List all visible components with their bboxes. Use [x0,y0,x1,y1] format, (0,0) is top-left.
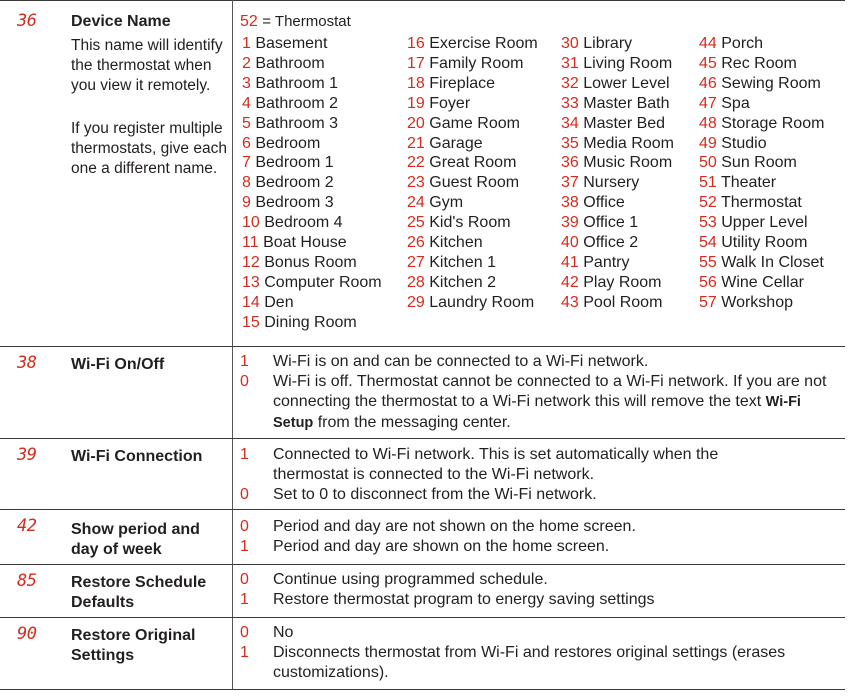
room-label: Bedroom 2 [255,174,334,192]
room-number: 5 [242,114,251,132]
room-label: Sun Room [721,154,797,172]
room-name-item [561,134,674,154]
room-number: 29 [407,293,425,311]
room-name-item [407,153,538,173]
room-label: Theater [720,174,777,192]
room-label: Library [583,35,633,52]
room-name-item [407,54,538,74]
room-label: Kitchen 1 [429,253,496,271]
room-label: Office [583,194,625,212]
room-label: Fireplace [429,74,496,92]
room-name-item [242,114,382,134]
room-label: Music Room [583,154,673,172]
setting-code: 42 [17,516,37,536]
option-number: 1 [240,538,249,555]
room-name-item [407,114,538,134]
room-label: Laundry Room [429,293,535,311]
room-name-item [242,313,382,333]
name-list-column-2 [407,34,538,313]
room-name-item [242,54,382,74]
room-label: Guest Room [429,174,520,192]
room-label: Office 2 [583,234,639,252]
room-number: 14 [242,293,260,311]
setting-description-2: If you register multiple thermostats, give each one a different name. [71,120,227,177]
option-number: 0 [240,373,249,390]
room-name-item [242,233,382,253]
setting-code: 36 [17,11,37,31]
room-label: Office 1 [583,214,639,232]
room-name-item [407,134,538,154]
room-label: Bedroom 1 [255,154,334,172]
room-label: Bonus Room [264,253,357,271]
option-text: Period and day are not shown on the home screen. [273,518,636,535]
room-name-item [407,273,538,293]
room-name-item [561,193,674,213]
room-name-item [407,253,538,273]
setting-code: 38 [17,353,37,373]
room-number: 40 [561,234,579,252]
room-name-item [561,293,674,313]
room-name-item [561,173,674,193]
setting-description-1: This name will identify the thermostat when you view it remotely. [71,37,223,94]
room-label: Thermostat [720,194,802,212]
room-name-item [699,94,824,114]
room-name-item [407,74,538,94]
room-name-item [561,94,674,114]
room-number: 25 [407,214,425,232]
default-value [240,12,351,32]
room-label: Gym [429,194,464,212]
room-name-item [561,114,674,134]
setting-code: 85 [17,571,37,591]
room-name-item [407,193,538,213]
room-name-item [407,173,538,193]
name-list-column-1 [242,34,382,333]
room-label: Living Room [583,54,673,72]
room-number: 28 [407,273,425,291]
room-number: 43 [561,293,579,311]
option-number: 1 [240,353,249,370]
room-name-item [407,94,538,114]
room-number: 4 [242,94,251,112]
room-number: 1 [242,35,251,52]
room-number: 17 [407,54,425,72]
room-number: 52 [699,194,717,212]
row-wifi-connection [0,439,845,510]
room-name-item [407,293,538,313]
room-label: Family Room [429,54,524,72]
room-label: Studio [721,134,767,152]
room-number: 33 [561,94,579,112]
room-label: Kid's Room [429,214,511,232]
room-number: 54 [699,234,717,252]
setting-name: Wi-Fi On/Off [71,356,165,373]
room-name-item [561,74,674,94]
room-name-item [242,74,382,94]
option-text: Set to 0 to disconnect from the Wi-Fi network. [273,486,597,503]
room-number: 39 [561,214,579,232]
default-label: = Thermostat [262,13,351,30]
room-name-item [561,253,674,273]
room-name-item [699,193,824,213]
room-number: 12 [242,253,260,271]
room-number: 21 [407,134,425,152]
room-label: Rec Room [721,54,797,72]
room-label: Bedroom 4 [264,214,343,232]
room-name-item [561,233,674,253]
room-label: Kitchen 2 [429,273,496,291]
room-name-item [407,34,538,54]
option-text-part-2: from the messaging center. [317,413,511,431]
room-number: 35 [561,134,579,152]
room-number: 7 [242,154,251,172]
setting-code: 90 [17,624,37,644]
room-label: Bathroom 1 [255,74,339,92]
room-number: 6 [242,134,251,152]
room-label: Basement [255,35,328,52]
default-number: 52 [240,13,258,30]
option-number: 0 [240,571,249,588]
room-number: 2 [242,54,251,72]
room-name-item [242,253,382,273]
room-label: Master Bath [583,94,670,112]
room-name-item [699,233,824,253]
room-label: Pantry [583,253,630,271]
room-name-item [699,273,824,293]
room-name-item [242,134,382,154]
room-number: 44 [699,35,717,52]
room-number: 49 [699,134,717,152]
option-number: 0 [240,624,249,641]
option-text [273,372,838,433]
room-name-item [561,213,674,233]
room-label: Kitchen [429,234,483,252]
room-number: 11 [242,234,259,252]
setting-name: Wi-Fi Connection [71,448,203,465]
room-label: Utility Room [721,234,808,252]
room-name-item [242,293,382,313]
room-number: 50 [699,154,717,172]
setting-name: Restore Schedule Defaults [71,574,207,611]
room-label: Upper Level [721,214,808,232]
room-label: Porch [721,35,764,52]
room-label: Computer Room [264,273,382,291]
room-name-item [561,273,674,293]
room-number: 31 [561,54,579,72]
room-number: 48 [699,114,717,132]
room-name-item [699,34,824,54]
room-name-item [242,193,382,213]
room-number: 16 [407,35,425,52]
row-restore-schedule [0,565,845,618]
room-label: Den [264,293,294,311]
room-label: Bedroom [255,134,321,152]
room-name-item [699,153,824,173]
row-period-day [0,510,845,565]
room-number: 34 [561,114,579,132]
option-text: Restore thermostat program to energy saving settings [273,591,655,608]
room-number: 55 [699,253,717,271]
room-name-item [561,54,674,74]
room-number: 27 [407,253,425,271]
room-label: Nursery [583,174,640,192]
room-name-item [407,233,538,253]
room-number: 30 [561,35,579,52]
room-number: 18 [407,74,425,92]
room-number: 42 [561,273,579,291]
room-number: 24 [407,194,425,212]
room-number: 8 [242,174,251,192]
room-name-item [242,213,382,233]
option-text: Continue using programmed schedule. [273,571,548,588]
room-name-item [242,173,382,193]
room-name-item [561,34,674,54]
room-number: 38 [561,194,579,212]
room-name-item [699,173,824,193]
room-name-item [699,253,824,273]
room-number: 22 [407,154,425,172]
room-label: Boat House [263,234,347,252]
room-label: Media Room [583,134,674,152]
room-label: Exercise Room [429,35,538,52]
option-number: 0 [240,518,249,535]
room-label: Wine Cellar [721,273,804,291]
room-label: Bathroom 3 [255,114,339,132]
room-label: Pool Room [583,293,663,311]
room-number: 9 [242,194,251,212]
room-label: Game Room [429,114,520,132]
room-number: 46 [699,74,717,92]
room-number: 53 [699,214,717,232]
wifi-setup-label: Wi-Fi Setup [273,393,801,431]
room-number: 32 [561,74,579,92]
name-list-column-4 [699,34,824,313]
room-name-item [242,34,382,54]
room-label: Play Room [583,273,662,291]
row-restore-original [0,618,845,690]
room-name-item [699,293,824,313]
room-number: 56 [699,273,717,291]
room-number: 13 [242,273,260,291]
room-number: 3 [242,74,251,92]
room-number: 57 [699,293,717,311]
room-number: 47 [699,94,717,112]
option-text: Period and day are shown on the home screen. [273,538,610,555]
room-name-item [561,153,674,173]
room-label: Workshop [721,293,793,311]
option-text: Wi-Fi is on and can be connected to a Wi-Fi network. [273,353,649,370]
room-label: Bathroom [255,54,325,72]
room-number: 10 [242,214,260,232]
room-name-item [699,134,824,154]
room-number: 45 [699,54,717,72]
setting-name: Show period and day of week [71,521,200,558]
room-label: Bathroom 2 [255,94,339,112]
room-number: 26 [407,234,425,252]
room-name-item [242,153,382,173]
room-number: 15 [242,313,260,331]
room-number: 51 [699,174,717,192]
option-number: 1 [240,446,249,463]
name-list-column-3 [561,34,674,313]
room-number: 23 [407,174,425,192]
room-label: Dining Room [264,313,357,331]
row-device-name [0,0,845,347]
room-name-item [699,213,824,233]
option-number: 1 [240,591,249,608]
room-label: Foyer [429,94,471,112]
table-bottom-border [0,689,845,690]
room-label: Bedroom 3 [255,194,334,212]
room-label: Spa [721,94,750,112]
room-label: Walk In Closet [721,253,824,271]
room-label: Great Room [429,154,517,172]
room-name-item [407,213,538,233]
room-name-item [699,114,824,134]
room-name-item [242,94,382,114]
room-label: Garage [429,134,483,152]
option-text: No [273,624,294,641]
room-number: 36 [561,154,579,172]
setting-code: 39 [17,445,37,465]
option-number: 0 [240,486,249,503]
room-label: Storage Room [721,114,825,132]
setting-name: Device Name [71,13,171,30]
room-number: 19 [407,94,425,112]
option-number: 1 [240,644,249,661]
room-label: Master Bed [583,114,666,132]
option-text: Disconnects thermostat from Wi-Fi and restores original settings (erases customizations). [273,644,786,681]
room-name-item [699,74,824,94]
row-wifi-onoff [0,347,845,439]
room-label: Lower Level [583,74,670,92]
room-name-item [699,54,824,74]
room-label: Sewing Room [721,74,821,92]
option-text: Connected to Wi-Fi network. This is set automatically when the thermostat is connected to the Wi-Fi network. [273,446,719,483]
room-name-item [242,273,382,293]
setting-name: Restore Original Settings [71,627,196,664]
room-number: 37 [561,174,579,192]
room-number: 20 [407,114,425,132]
option-text-part-1: Wi-Fi is off. Thermostat cannot be connected to a Wi-Fi network. If you are not connecting the thermostat to a Wi-Fi network this will remove the text [273,373,827,410]
room-number: 41 [561,253,579,271]
